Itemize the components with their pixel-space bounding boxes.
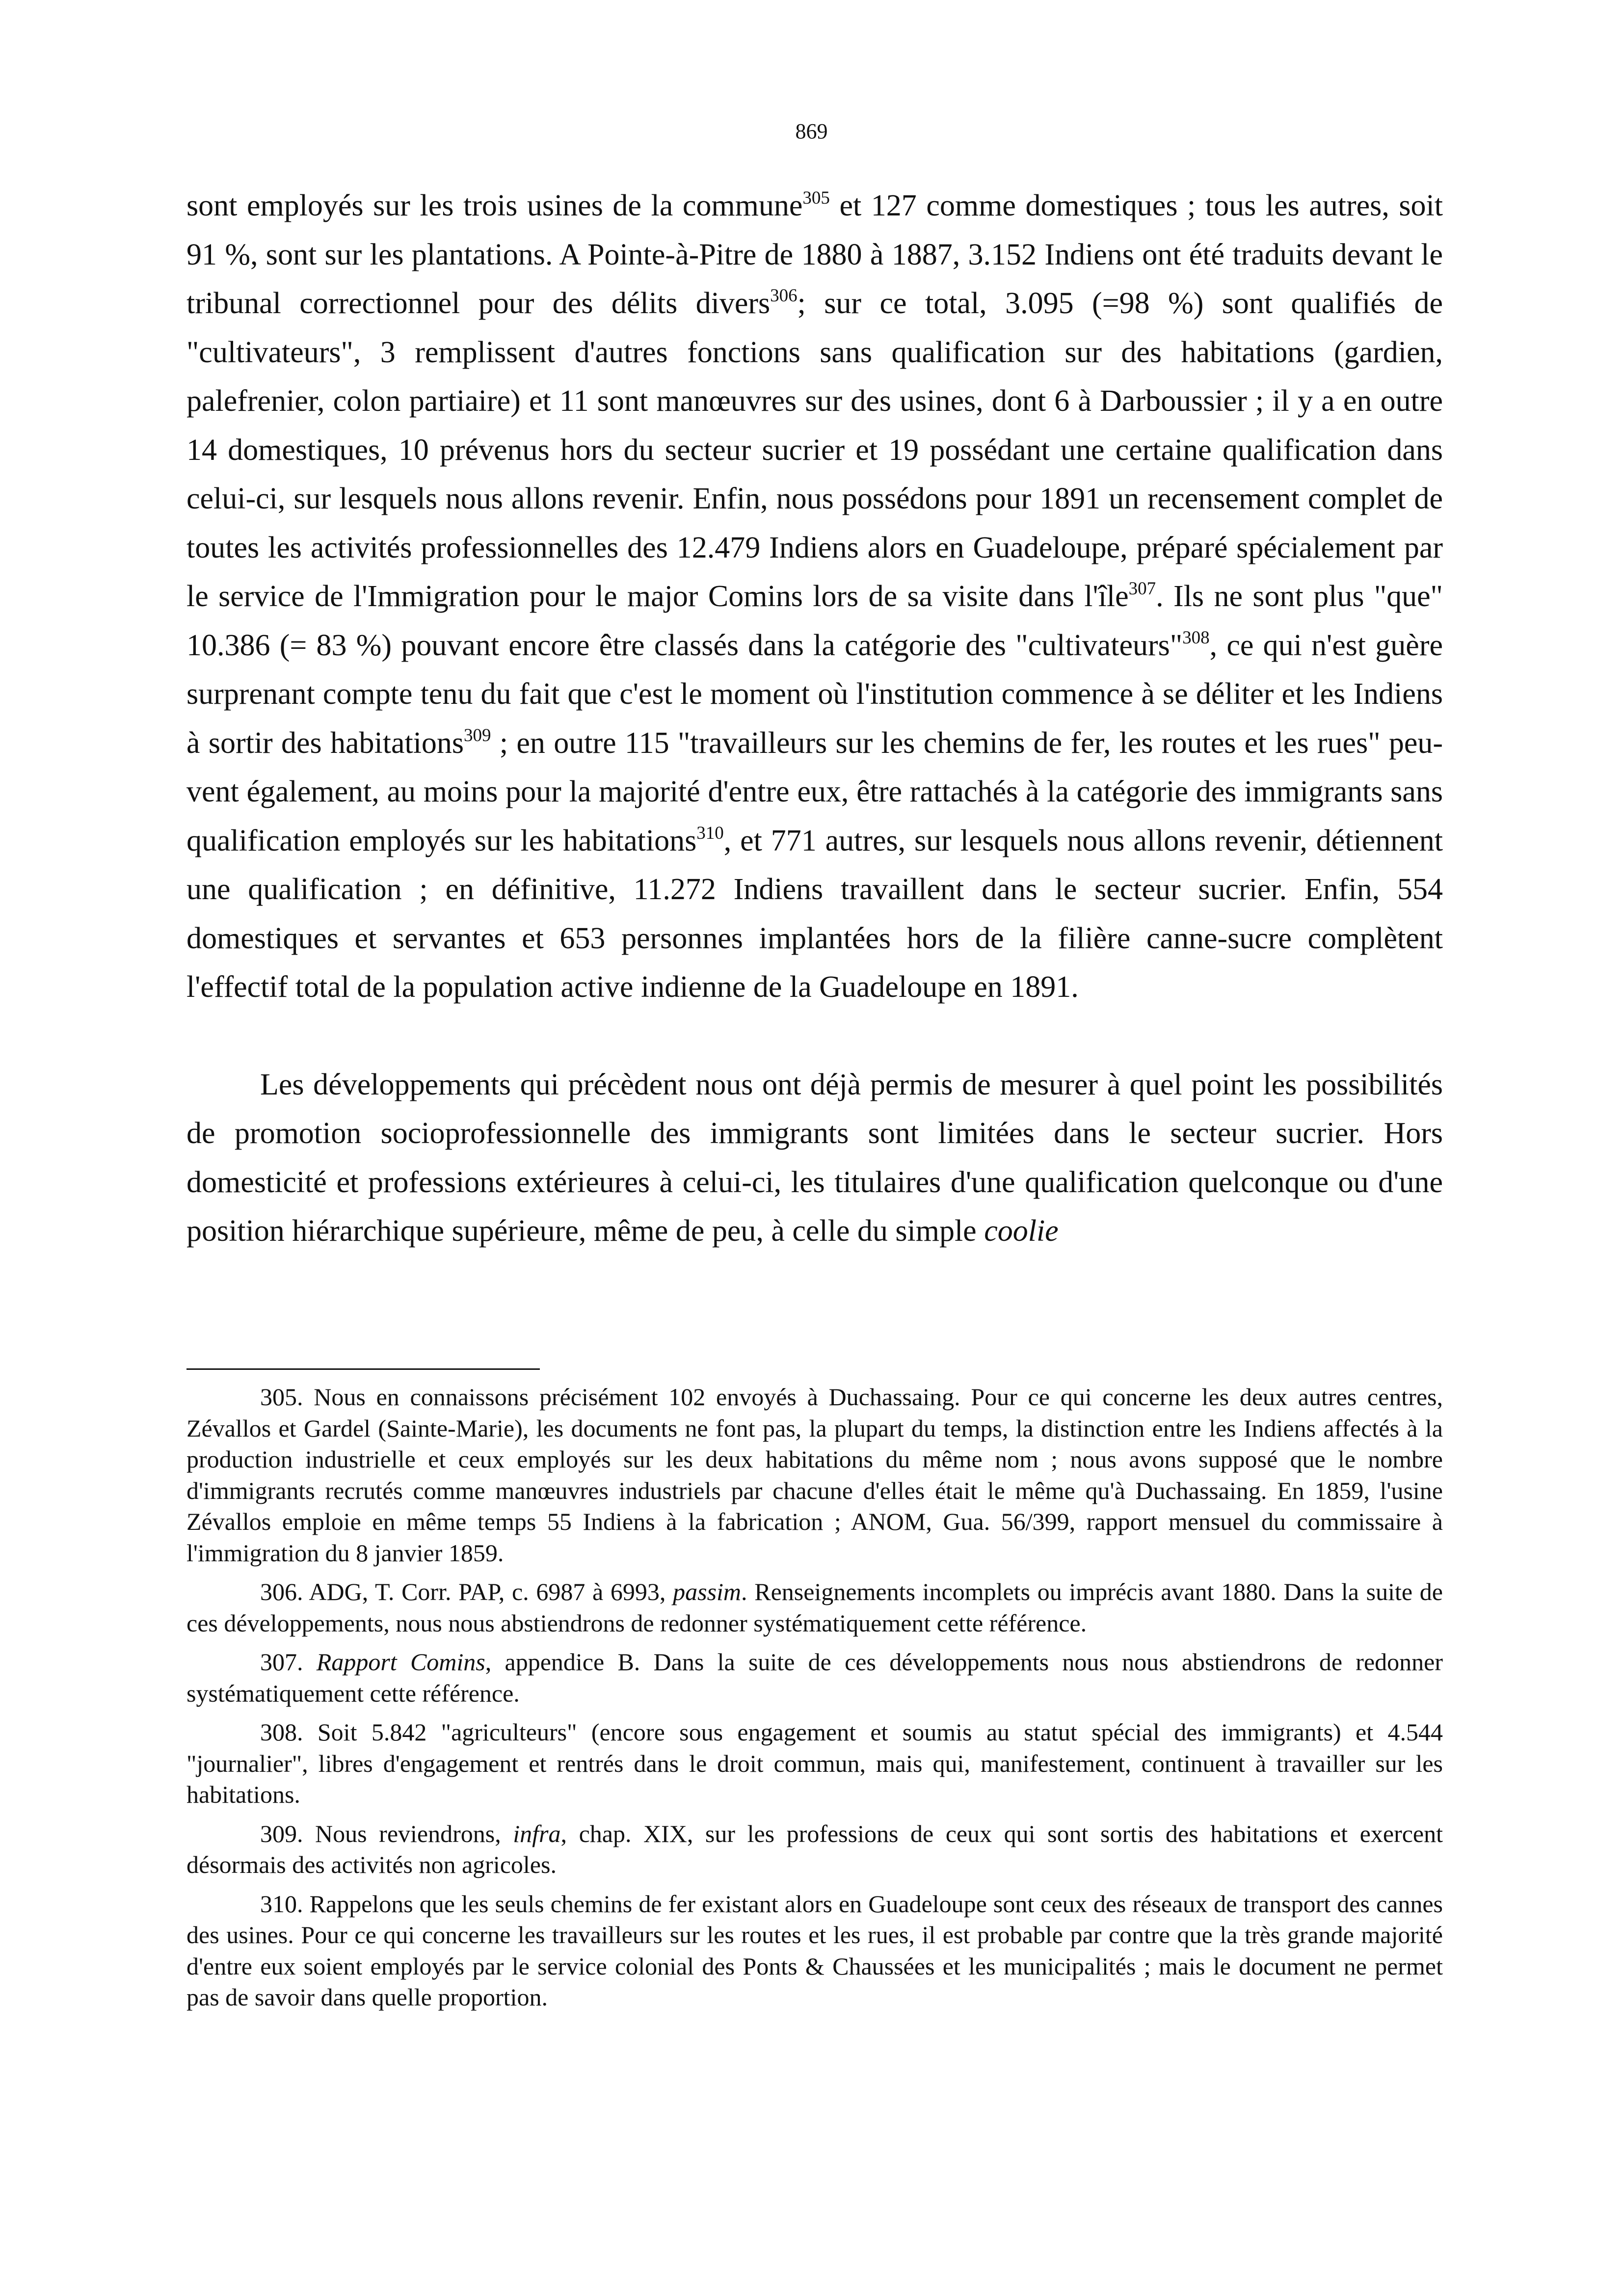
footnote-306-italic: passim — [673, 1578, 742, 1605]
footnote-307-before: 307. — [260, 1648, 317, 1676]
footnote-310 — [186, 1889, 1443, 2013]
footnote-308 — [186, 1717, 1443, 1811]
paragraph-1-text-f: ; en outre 115 "travailleurs sur les chemins de fer, les routes et les rues" peuvent également, au moins pour la majorité d'entre eux, être rattachés à la catégorie des immigrants sans qualification employés sur les habitations — [186, 726, 1443, 857]
footnote-308-text: 308. Soit 5.842 "agriculteurs" (encore sous engagement et soumis au statut spécial des immigrants) et 4.544 "journalier", libres d'engagement et rentrés dans le droit commun, mais qui, manifestement, continuent à travailler sur les habitations. — [186, 1718, 1443, 1808]
footnote-ref-308: 308 — [1182, 627, 1210, 648]
footnote-ref-306: 306 — [770, 286, 798, 306]
footnote-309-after: , chap. XIX, sur les professions de ceux qui sont sortis des habitations et exercent désormais des activités non agricoles. — [186, 1819, 1443, 1878]
paragraph-1-text-e: , ce qui n'est guère surprenant compte tenu du fait que c'est le moment où l'institution commence à se déliter et les Indiens à sortir des habitations — [186, 628, 1443, 760]
paragraph-1 — [186, 182, 1443, 1012]
footnote-305-text: 305. Nous en connaissons précisément 102 envoyés à Duchassaing. Pour ce qui concerne les deux autres centres, Zévallos et Gardel (Sainte-Marie), les documents ne font pas, la plupart du temps, la distinction entre les Indiens affectés à la production industrielle et ceux employés sur les deux habitations du même nom ; nous avons supposé que le nombre d'immigrants recrutés comme manœuvres industriels par chacune d'elles était le même qu'à Duchassaing. En 1859, l'usine Zévallos emploie en même temps 55 Indiens à la fabrication ; ANOM, Gua. 56/399, rapport mensuel du commissaire à l'immigration du 8 janvier 1859. — [186, 1383, 1443, 1567]
paragraph-2-italic-coolie: coolie — [984, 1214, 1059, 1248]
footnote-ref-307: 307 — [1128, 579, 1156, 599]
paragraph-1-text-a: sont employés sur les trois usines de la commune — [186, 189, 803, 222]
paragraph-1-text-g: , et 771 autres, sur lesquels nous allons revenir, détiennent une qualification ; en définitive, 11.272 Indiens travaillent dans le secteur sucrier. Enfin, 554 domestiques et servantes et 653 personnes implantées hors de la filière canne-sucre complètent l'effectif total de la population active indienne de la Guadeloupe en 1891. — [186, 824, 1443, 1004]
footnote-310-text: 310. Rappelons que les seuls chemins de fer existant alors en Guadeloupe sont ceux des réseaux de transport des cannes des usines. Pour ce qui concerne les travailleurs sur les routes et les rues, il est probable par contre que la très grande majorité d'entre eux soient employés par le service colonial des Ponts & Chaussées et les municipalités ; mais le document ne permet pas de savoir dans quelle proportion. — [186, 1890, 1443, 2011]
footnote-309-before: 309. Nous reviendrons, — [260, 1819, 513, 1847]
footnote-ref-310: 310 — [696, 823, 724, 843]
footnote-309-italic: infra — [513, 1819, 561, 1847]
footnote-separator — [186, 1368, 540, 1370]
footnote-309 — [186, 1818, 1443, 1881]
footnotes — [186, 1382, 1443, 2021]
footnote-307-after: , appendice B. Dans la suite de ces développements nous nous abstiendrons de redonner systématiquement cette référence. — [186, 1648, 1443, 1707]
main-text — [186, 182, 1443, 1256]
footnote-306-after: . Renseignements incomplets ou imprécis avant 1880. Dans la suite de ces développements, nous nous abstiendrons de redonner systématiquement cette référence. — [186, 1578, 1443, 1637]
paragraph-1-text-b: et 127 comme domestiques ; tous les autres, soit 91 %, sont sur les plantations. A Pointe-à-Pitre de 1880 à 1887, 3.152 Indiens ont été traduits devant le tribunal correctionnel pour des délits divers — [186, 189, 1443, 320]
paragraph-2 — [186, 1061, 1443, 1256]
footnote-ref-305: 305 — [802, 188, 830, 208]
footnote-ref-309: 309 — [464, 725, 491, 746]
page-number: 869 — [795, 119, 828, 143]
footnote-305 — [186, 1382, 1443, 1569]
footnote-307-italic: Rapport Comins — [316, 1648, 485, 1676]
paragraph-2-text: Les développements qui précèdent nous ont déjà permis de mesurer à quel point les possibilités de promotion socioprofessionnelle des immigrants sont limitées dans le secteur sucrier. Hors domesticité et professions extérieures à celui-ci, les titulaires d'une qualification quelconque ou d'une position hiérarchique supérieure, même de peu, à celle du simple — [186, 1068, 1443, 1248]
footnote-306-before: 306. ADG, T. Corr. PAP, c. 6987 à 6993, — [260, 1578, 673, 1605]
footnote-306 — [186, 1576, 1443, 1639]
paragraph-1-text-c: ; sur ce total, 3.095 (=98 %) sont qualifiés de "cultivateurs", 3 remplissent d'autres fonctions sans qualification sur des habitations (gardien, palefrenier, colon partiaire) et 11 sont manœuvres sur des usines, dont 6 à Darboussier ; il y a en outre 14 domestiques, 10 prévenus hors du secteur sucrier et 19 possédant une certaine qualification dans celui-ci, sur lesquels nous allons revenir. Enfin, nous possédons pour 1891 un recensement complet de toutes les activités professionnelles des 12.479 Indiens alors en Guadeloupe, préparé spécialement par le service de l'Immigration pour le major Comins lors de sa visite dans l'île — [186, 287, 1443, 613]
footnote-307 — [186, 1647, 1443, 1709]
paragraph-1-text-d: . Ils ne sont plus "que" 10.386 (= 83 %) pouvant encore être classés dans la catégorie des "cultivateurs" — [186, 580, 1443, 662]
